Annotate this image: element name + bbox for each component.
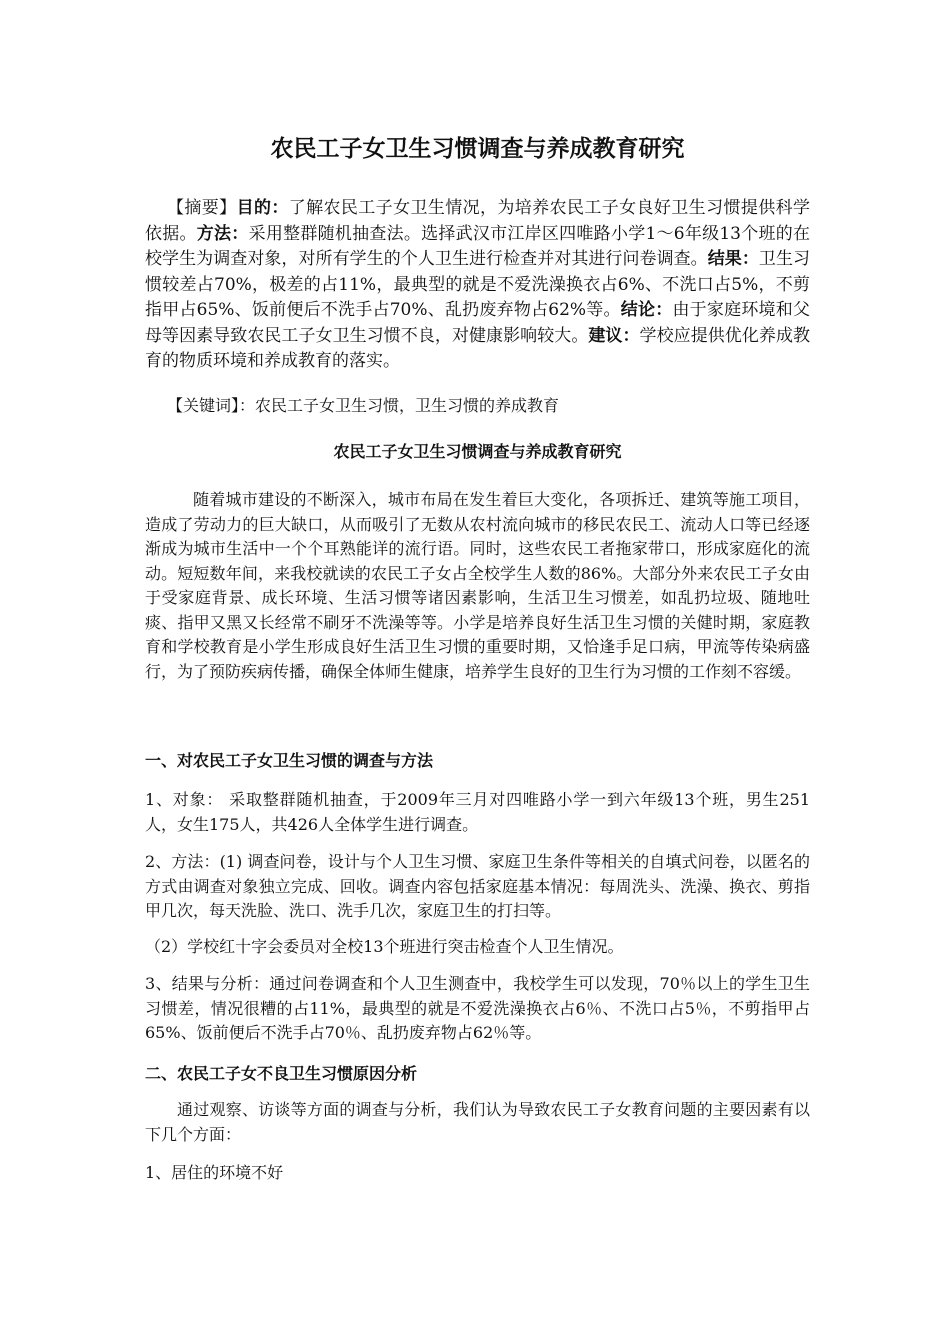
method-label: 方法：: [196, 223, 249, 244]
purpose-label: 目的：: [236, 198, 289, 218]
section1-method-paragraph: 2、方法：(1) 调查问卷，设计与个人卫生习惯、家庭卫生条件等相关的自填式问卷，以匿名的方式由调查对象独立完成、回收。调查内容包括家庭基本情况：每周洗头、洗澡、换衣、剪指甲几次，每天洗脸、洗口、洗手几次，家庭卫生的打扫等。: [145, 852, 810, 920]
document-title: 农民工子女卫生习惯调查与养成教育研究: [270, 136, 685, 162]
conclusion-label: 结论：: [620, 300, 673, 320]
section2-intro-paragraph: 通过观察、访谈等方面的调查与分析，我们认为导致农民工子女教育问题的主要因素有以下几个方面：: [145, 1100, 810, 1144]
result-text: 卫生习惯较差占70%，极差的占11%，最典型的就是不爱洗澡换衣占6%、不洗口占5%，不剪指甲占65%、饭前便后不洗手占70%、乱扔废弃物占62%等。: [145, 249, 811, 320]
purpose-text: 了解农民工子女卫生情况，为培养农民工子女良好卫生习惯提供科学依据。: [145, 198, 811, 244]
suggestion-label: 建议：: [588, 325, 640, 346]
section2-item-1: 1、居住的环境不好: [145, 1163, 284, 1182]
keywords-line: 【关键词】：农民工子女卫生习惯，卫生习惯的养成教育: [167, 396, 560, 415]
method-text: 采用整群随机抽查法。选择武汉市江岸区四唯路小学1～6年级13个班的在校学生为调查对象，对所有学生的个人卫生进行检查并对其进行问卷调查。: [145, 223, 811, 269]
section1-subject-paragraph: 1、对象： 采取整群随机抽查，于2009年三月对四唯路小学一到六年级13个班，男生251人，女生175人，共426人全体学生进行调查。: [145, 790, 810, 834]
abstract-open: 【摘要】: [167, 198, 237, 218]
section1-heading: 一、对农民工子女卫生习惯的调查与方法: [145, 751, 434, 770]
abstract-paragraph: [145, 196, 810, 375]
result-label: 结果：: [707, 249, 759, 269]
conclusion-text: 由于家庭环境和父母等因素导致农民工子女卫生习惯不良，对健康影响较大。: [145, 300, 811, 346]
section-title: 农民工子女卫生习惯调查与养成教育研究: [333, 442, 622, 461]
intro-paragraph: 随着城市建设的不断深入，城市布局在发生着巨大变化，各项拆迁、建筑等施工项目，造成了劳动力的巨大缺口，从而吸引了无数从农村流向城市的移民农民工、流动人口等已经逐渐成为城市生活中一个个耳熟能详的流行语。同时，这些农民工者拖家带口，形成家庭化的流动。短短数年间，来我校就读的农民工子女占全校学生人数的86%。大部分外来农民工子女由于受家庭背景、成长环境、生活习惯等诸因素影响，生活卫生习惯差，如乱扔垃圾、随地吐痰、指甲又黑又长经常不刷牙不洗澡等等。小学是培养良好生活卫生习惯的关健时期，家庭教育和学校教育是小学生形成良好生活卫生习惯的重要时期，又恰逢手足口病，甲流等传染病盛行，为了预防疾病传播，确保全体师生健康，培养学生良好的卫生行为习惯的工作刻不容缓。: [145, 490, 810, 681]
section1-result-paragraph: 3、结果与分析：通过问卷调查和个人卫生测查中，我校学生可以发现，70％以上的学生卫生习惯差，情况很糟的占11%，最典型的就是不爱洗澡换衣占6％、不洗口占5％，不剪指甲占65%、饭前便后不洗手占70％、乱扔废弃物占62％等。: [145, 974, 810, 1042]
suggestion-text: 学校应提供优化养成教育的物质环境和养成教育的落实。: [145, 325, 811, 371]
section2-heading: 二、农民工子女不良卫生习惯原因分析: [145, 1064, 418, 1083]
section1-inspection-paragraph: （2）学校红十字会委员对全校13个班进行突击检查个人卫生情况。: [145, 937, 624, 956]
